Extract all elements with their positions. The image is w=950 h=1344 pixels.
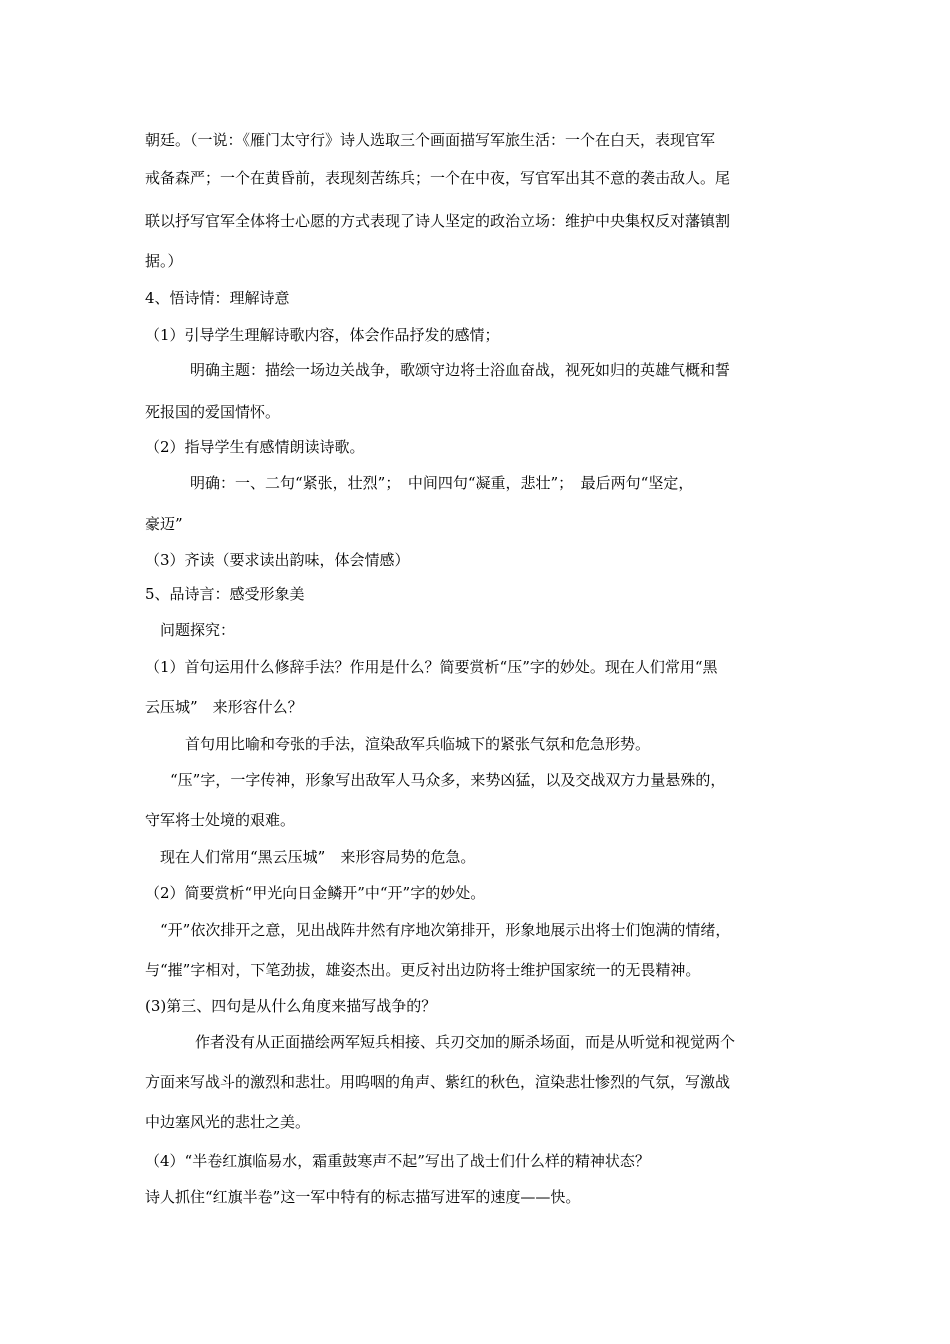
paragraph-line: （3）齐读（要求读出韵味，体会情感）	[145, 551, 410, 569]
paragraph-line: 作者没有从正面描绘两军短兵相接、兵刃交加的厮杀场面，而是从听觉和视觉两个	[195, 1033, 736, 1051]
paragraph-line: 明确：一、二句“紧张，壮烈”； 中间四句“凝重，悲壮”； 最后两句“坚定，	[190, 474, 694, 492]
paragraph-line: 明确主题：描绘一场边关战争，歌颂守边将士浴血奋战，视死如归的英雄气概和誓	[190, 361, 731, 379]
paragraph-line: “压”字，一字传神，形象写出敌军人马众多，来势凶猛，以及交战双方力量悬殊的，	[170, 771, 726, 789]
paragraph-line: “开”依次排开之意，见出战阵井然有序地次第排开，形象地展示出将士们饱满的情绪，	[160, 921, 731, 939]
paragraph-line: （2）指导学生有感情朗读诗歌。	[145, 438, 365, 456]
paragraph-line: 诗人抓住“红旗半卷”这一军中特有的标志描写进军的速度——快。	[145, 1188, 581, 1206]
paragraph-line: （2）简要赏析“甲光向日金鳞开”中“开”字的妙处。	[145, 884, 486, 902]
section-heading: 4、悟诗情：理解诗意	[145, 289, 290, 307]
paragraph-line: 死报国的爱国情怀。	[145, 403, 281, 421]
paragraph-line: （1）引导学生理解诗歌内容，体会作品抒发的感情；	[145, 326, 500, 344]
paragraph-line: (3)第三、四句是从什么角度来描写战争的？	[145, 997, 437, 1015]
paragraph-line: 首句用比喻和夸张的手法，渲染敌军兵临城下的紧张气氛和危急形势。	[185, 735, 651, 753]
paragraph-line: 戒备森严；一个在黄昏前，表现刻苦练兵；一个在中夜，写官军出其不意的袭击敌人。尾	[145, 169, 731, 187]
paragraph-line: 现在人们常用“黑云压城” 来形容局势的危急。	[160, 848, 476, 866]
paragraph-line: （1）首句运用什么修辞手法？作用是什么？简要赏析“压”字的妙处。现在人们常用“黑	[145, 658, 718, 676]
paragraph-line: 豪迈”	[145, 515, 183, 533]
paragraph-line: 与“摧”字相对，下笔劲拔，雄姿杰出。更反衬出边防将士维护国家统一的无畏精神。	[145, 961, 701, 979]
paragraph-line: 朝廷。（一说：《雁门太守行》诗人选取三个画面描写军旅生活：一个在白天，表现官军	[145, 131, 716, 149]
paragraph-line: （4）“半卷红旗临易水，霜重鼓寒声不起”写出了战士们什么样的精神状态？	[145, 1152, 650, 1170]
paragraph-line: 方面来写战斗的激烈和悲壮。用呜咽的角声、紫红的秋色，渲染悲壮惨烈的气氛，写激战	[145, 1073, 731, 1091]
paragraph-line: 中边塞风光的悲壮之美。	[145, 1113, 311, 1131]
paragraph-line: 守军将士处境的艰难。	[145, 811, 296, 829]
paragraph-line: 云压城” 来形容什么？	[145, 698, 303, 716]
paragraph-line: 联以抒写官军全体将士心愿的方式表现了诗人坚定的政治立场：维护中央集权反对藩镇割	[145, 212, 731, 230]
section-heading: 5、品诗言：感受形象美	[145, 585, 305, 603]
paragraph-line: 据。）	[145, 252, 183, 270]
paragraph-line: 问题探究：	[160, 621, 236, 639]
